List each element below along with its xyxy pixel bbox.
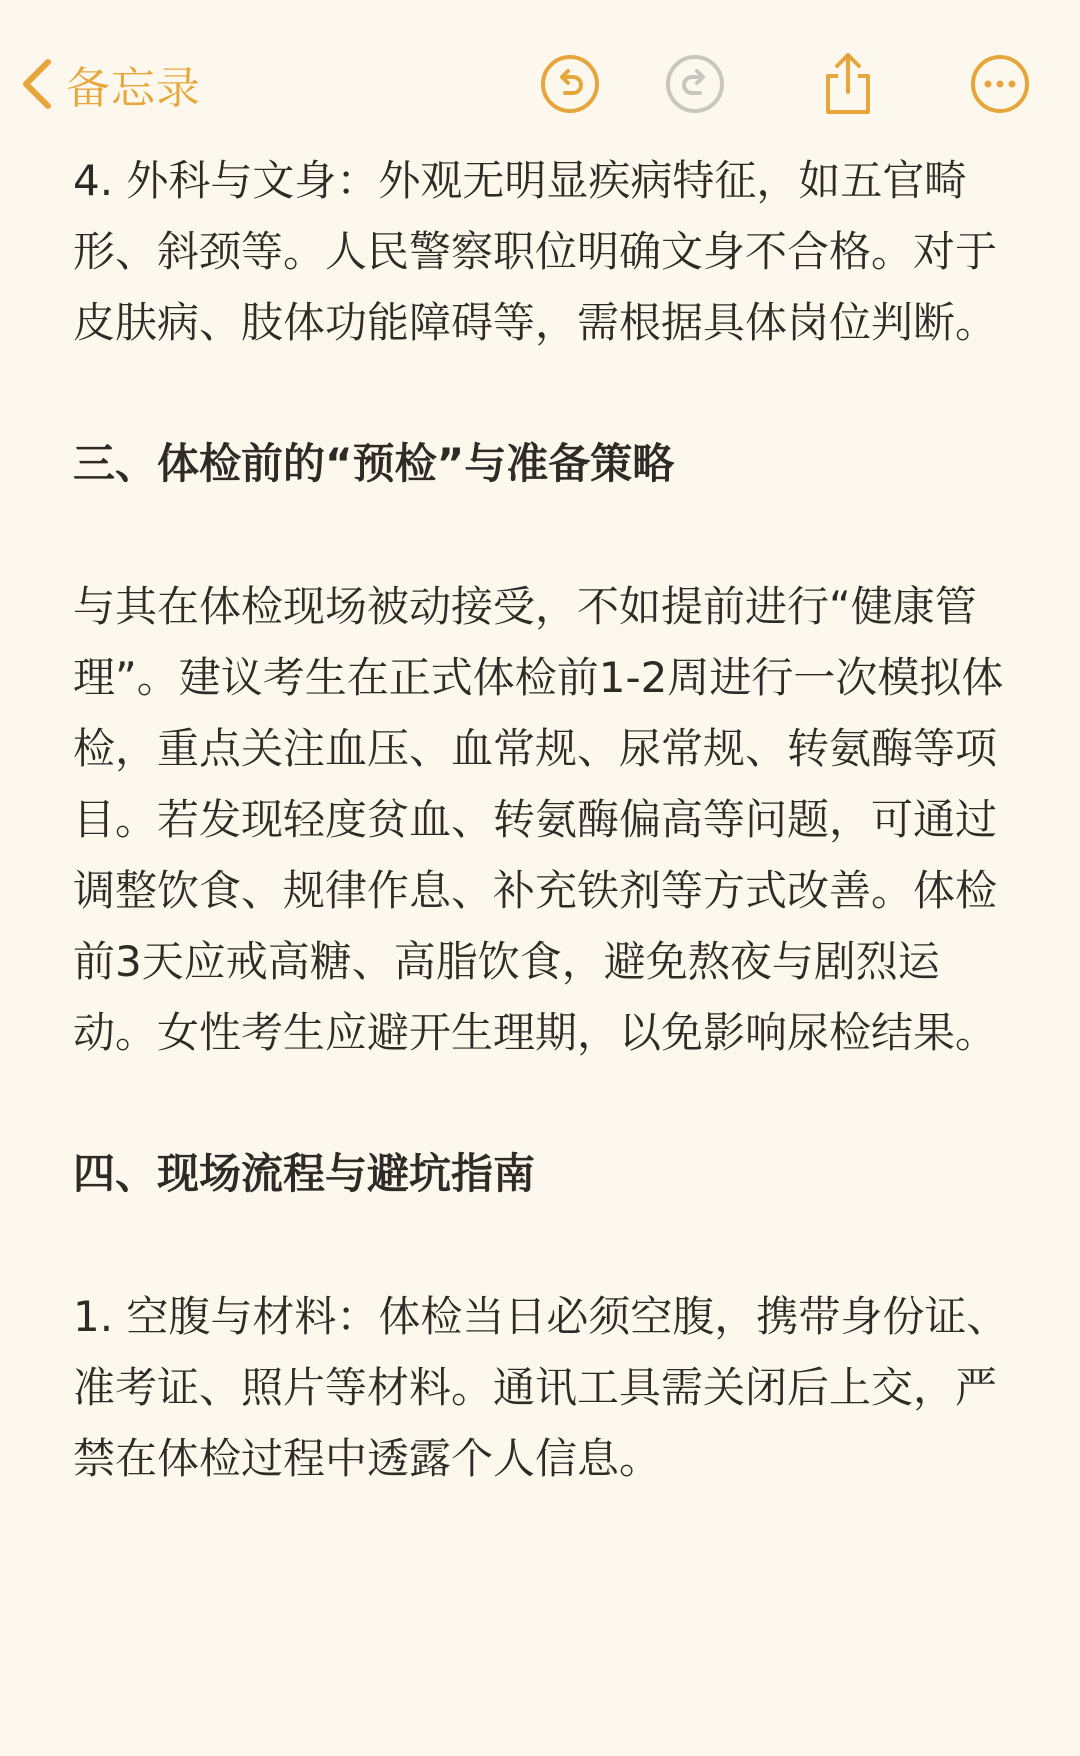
paragraph-preparation: 与其在体检现场被动接受，不如提前进行“健康管理”。建议考生在正式体检前1-2周进行一次模拟体检，重点关注血压、血常规、尿常规、转氨酶等项目。若发现轻度贫血、转氨酶偏高等问题，可通过调整饮食、规律作息、补充铁剂等方式改善。体检前3天应戒高糖、高脂饮食，避免熬夜与剧烈运动。女性考生应避开生理期，以免影响尿检结果。 <box>73 582 1004 1057</box>
nav-bar <box>0 0 1080 160</box>
paragraph-fasting-materials: 1. 空腹与材料：体检当日必须空腹，携带身份证、准考证、照片等材料。通讯工具需关闭后上交，严禁在体检过程中透露个人信息。 <box>73 1292 1009 1483</box>
heading-pre-check: 三、体检前的“预检”与准备策略 <box>73 439 675 488</box>
paragraph-surgery-tattoo: 4. 外科与文身：外观无明显疾病特征，如五官畸形、斜颈等。人民警察职位明确文身不合格。对于皮肤病、肢体功能障碍等，需根据具体岗位判断。 <box>73 156 998 347</box>
share-icon <box>820 50 876 118</box>
note-body[interactable] <box>73 145 1023 1494</box>
more-icon <box>969 53 1031 115</box>
heading-onsite-guide: 四、现场流程与避坑指南 <box>73 1149 536 1198</box>
share-button[interactable] <box>814 50 882 118</box>
chevron-left-icon <box>18 56 54 112</box>
redo-button[interactable] <box>661 50 729 118</box>
more-button[interactable] <box>966 50 1034 118</box>
back-button[interactable] <box>18 52 201 116</box>
redo-icon <box>664 53 726 115</box>
back-label: 备忘录 <box>66 63 201 114</box>
undo-icon <box>539 53 601 115</box>
undo-button[interactable] <box>536 50 604 118</box>
